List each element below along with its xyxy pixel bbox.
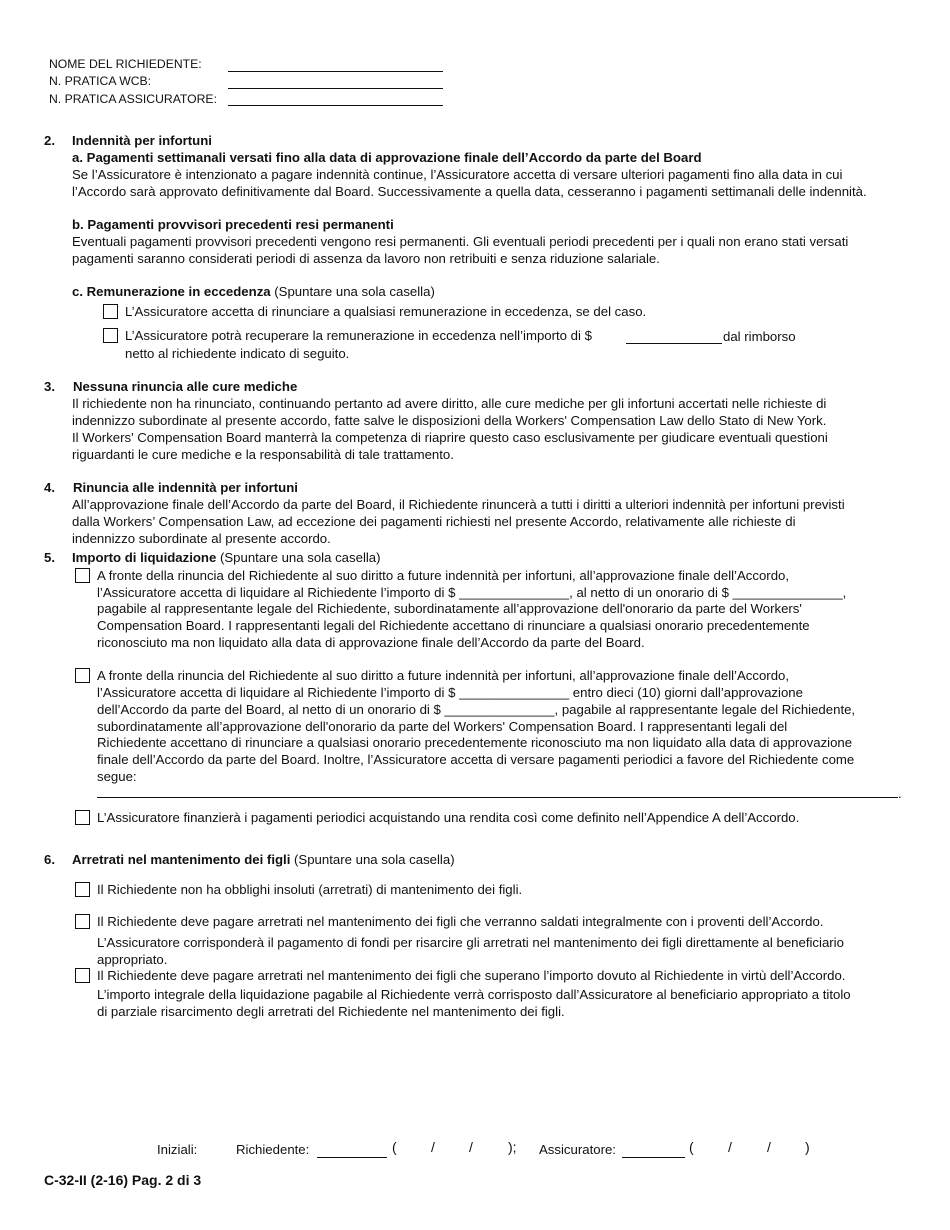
section-2a-line-1: Se l’Assicuratore è intenzionato a pagare indennità continue, l’Assicuratore accetta di versare ulteriori pagamenti fino alla data in cui	[72, 167, 843, 182]
overpayment-recover-tail: dal rimborso	[723, 329, 796, 344]
settlement-option-1-checkbox[interactable]	[75, 568, 90, 583]
child-support-option-3-line-1: Il Richiedente deve pagare arretrati nel mantenimento dei figli che superano l’importo dovuto al Richiedente in virtù dell’Accordo.	[97, 968, 846, 983]
initials-label: Iniziali:	[157, 1142, 198, 1157]
overpayment-recover-line-2: netto al richiedente indicato di seguito.	[125, 346, 350, 361]
settlement-option-2-line-1: A fronte della rinuncia del Richiedente al suo diritto a future indennità per infortuni, all’approvazione finale dell’Accordo,	[97, 668, 790, 683]
section-2c-heading	[72, 283, 435, 300]
settlement-option-1-line-1: A fronte della rinuncia del Richiedente al suo diritto a future indennità per infortuni, all’approvazione finale dell’Accordo,	[97, 568, 790, 583]
carrier-date-slash-1: /	[728, 1139, 732, 1155]
settlement-option-2-line-4: subordinatamente all’approvazione dell'onorario da parte del Workers' Compensation Board. I rappresentanti legali del	[97, 719, 788, 734]
claimant-initials-field[interactable]	[317, 1157, 387, 1158]
section-6-number: 6.	[44, 852, 55, 867]
section-3-line-2: indennizzo subordinate al presente accordo, fatte salve le disposizioni della Workers' Compensation Law dello Stato di New York.	[72, 413, 827, 428]
section-3-title: Nessuna rinuncia alle cure mediche	[73, 379, 298, 394]
claimant-initials-label: Richiedente:	[236, 1142, 310, 1157]
claimant-date-slash-1: /	[431, 1139, 435, 1155]
section-2-title: Indennità per infortuni	[72, 133, 212, 148]
settlement-option-1-line-5: riconosciuto ma non liquidato alla data di approvazione finale dell’Accordo da parte del Board.	[97, 635, 645, 650]
claimant-date-open: (	[392, 1139, 397, 1155]
overpayment-amount-field[interactable]	[626, 343, 722, 344]
settlement-option-2-checkbox[interactable]	[75, 668, 90, 683]
settlement-option-3-label: L’Assicuratore finanzierà i pagamenti periodici acquistando una rendita così come definito nell’Appendice A dell’Accordo.	[97, 810, 800, 825]
child-support-option-3-line-3: di parziale risarcimento degli arretrati del Richiedente nel mantenimento dei figli.	[97, 1004, 565, 1019]
section-5-title: Importo di liquidazione	[72, 550, 217, 565]
carrier-case-field[interactable]	[228, 105, 443, 106]
overpayment-waive-checkbox[interactable]	[103, 304, 118, 319]
section-5-note: (Spuntare una sola casella)	[216, 550, 381, 565]
section-2b-line-1: Eventuali pagamenti provvisori precedenti vengono resi permanenti. Gli eventuali periodi precedenti per i quali non erano stati versati	[72, 234, 849, 249]
carrier-case-label: N. PRATICA ASSICURATORE:	[49, 92, 217, 106]
section-5-number: 5.	[44, 550, 55, 565]
child-support-option-2-line-3: appropriato.	[97, 952, 168, 967]
settlement-option-2-line-2: l’Assicuratore accetta di liquidare al Richiedente l’importo di $ _______________ entro dieci (10) giorni dall’approvazione	[97, 685, 803, 700]
section-3-line-4: riguardanti le cure mediche e la responsabilità di tale trattamento.	[72, 447, 454, 462]
section-2-number: 2.	[44, 133, 55, 148]
section-4-line-1: All’approvazione finale dell’Accordo da parte del Board, il Richiedente rinuncerà a tutti i diritti a ulteriori indennità per infortuni previsti	[72, 497, 845, 512]
wcb-case-label: N. PRATICA WCB:	[49, 74, 152, 88]
section-2c-note: (Spuntare una sola casella)	[270, 284, 435, 299]
settlement-option-2-line-7: segue:	[97, 769, 137, 784]
section-4-title: Rinuncia alle indennità per infortuni	[73, 480, 298, 495]
section-2b-title: b. Pagamenti provvisori precedenti resi permanenti	[72, 217, 394, 232]
settlement-option-2-line-5: Richiedente accettano di rinunciare a qualsiasi onorario precedentemente riconosciuto ma non liquidato alla data di approvazione	[97, 735, 853, 750]
section-3-line-3: Il Workers' Compensation Board manterrà la competenza di riaprire questo caso esclusivamente per giudicare eventuali questioni	[72, 430, 828, 445]
carrier-date-slash-2: /	[767, 1139, 771, 1155]
claimant-name-label: NOME DEL RICHIEDENTE:	[49, 57, 202, 71]
section-2a-line-2: l’Accordo sarà approvato definitivamente dal Board. Successivamente a quella data, cesseranno i pagamenti settimanali delle indennità.	[72, 184, 867, 199]
section-2b-line-2: pagamenti saranno considerati periodi di assenza da lavoro non retribuiti e senza riduzione salariale.	[72, 251, 660, 266]
section-3-number: 3.	[44, 379, 55, 394]
section-4-line-3: indennizzo subordinate al presente accordo.	[72, 531, 331, 546]
carrier-initials-label: Assicuratore:	[539, 1142, 616, 1157]
section-4-line-2: dalla Workers’ Compensation Law, ad eccezione dei pagamenti richiesti nel presente Accordo, relativamente alle richieste di	[72, 514, 796, 529]
carrier-initials-field[interactable]	[622, 1157, 685, 1158]
child-support-option-1-checkbox[interactable]	[75, 882, 90, 897]
section-6-title: Arretrati nel mantenimento dei figli	[72, 852, 291, 867]
section-2c-title: c. Remunerazione in eccedenza	[72, 284, 271, 299]
settlement-option-1-line-3: pagabile al rappresentante legale del Richiedente, subordinatamente all’approvazione dell'onorario da parte del Workers'	[97, 601, 802, 616]
claimant-date-slash-2: /	[469, 1139, 473, 1155]
overpayment-recover-label: L’Assicuratore potrà recuperare la remunerazione in eccedenza nell’importo di $	[125, 328, 592, 343]
periodic-payments-field[interactable]	[97, 797, 898, 798]
section-3-line-1: Il richiedente non ha rinunciato, continuando pertanto ad avere diritto, alle cure mediche per gli infortuni accertati nelle richieste di	[72, 396, 827, 411]
child-support-option-3-line-2: L’importo integrale della liquidazione pagabile al Richiedente verrà corrisposto dall’Assicuratore al beneficiario appropriato a titolo	[97, 987, 851, 1002]
claimant-name-field[interactable]	[228, 71, 443, 72]
settlement-option-3-checkbox[interactable]	[75, 810, 90, 825]
overpayment-waive-label: L’Assicuratore accetta di rinunciare a qualsiasi remunerazione in eccedenza, se del caso.	[125, 304, 647, 319]
settlement-option-1-line-2: l’Assicuratore accetta di liquidare al Richiedente l’importo di $ _______________, al netto di un onorario di $ _______________,	[97, 585, 847, 600]
claimant-date-close: );	[508, 1139, 517, 1155]
carrier-date-close: )	[805, 1139, 810, 1155]
child-support-option-3-checkbox[interactable]	[75, 968, 90, 983]
wcb-case-field[interactable]	[228, 88, 443, 89]
section-4-number: 4.	[44, 480, 55, 495]
section-6-heading	[72, 851, 455, 868]
settlement-option-2-line-3: dell’Accordo da parte del Board, al netto di un onorario di $ _______________, pagabile al rappresentante legale del Richiedente,	[97, 702, 856, 717]
form-id: C-32-II (2-16) Pag. 2 di 3	[44, 1172, 202, 1188]
periodic-payments-end: .	[898, 786, 902, 801]
settlement-option-1-line-4: Compensation Board. I rappresentanti legali del Richiedente accettano di rinunciare a qualsiasi onorario precedentemente	[97, 618, 810, 633]
child-support-option-1-label: Il Richiedente non ha obblighi insoluti (arretrati) di mantenimento dei figli.	[97, 882, 523, 897]
child-support-option-2-line-1: Il Richiedente deve pagare arretrati nel mantenimento dei figli che verranno saldati integralmente con i proventi dell’Accordo.	[97, 914, 824, 929]
section-5-heading	[72, 549, 381, 566]
child-support-option-2-checkbox[interactable]	[75, 914, 90, 929]
carrier-date-open: (	[689, 1139, 694, 1155]
settlement-option-2-line-6: finale dell’Accordo da parte del Board. Inoltre, l’Assicuratore accetta di versare pagamenti periodici a favore del Richiedente come	[97, 752, 855, 767]
section-2a-title: a. Pagamenti settimanali versati fino alla data di approvazione finale dell’Accordo da parte del Board	[72, 150, 702, 165]
overpayment-recover-checkbox[interactable]	[103, 328, 118, 343]
child-support-option-2-line-2: L’Assicuratore corrisponderà il pagamento di fondi per risarcire gli arretrati nel mantenimento dei figli direttamente al beneficiario	[97, 935, 844, 950]
section-6-note: (Spuntare una sola casella)	[290, 852, 455, 867]
